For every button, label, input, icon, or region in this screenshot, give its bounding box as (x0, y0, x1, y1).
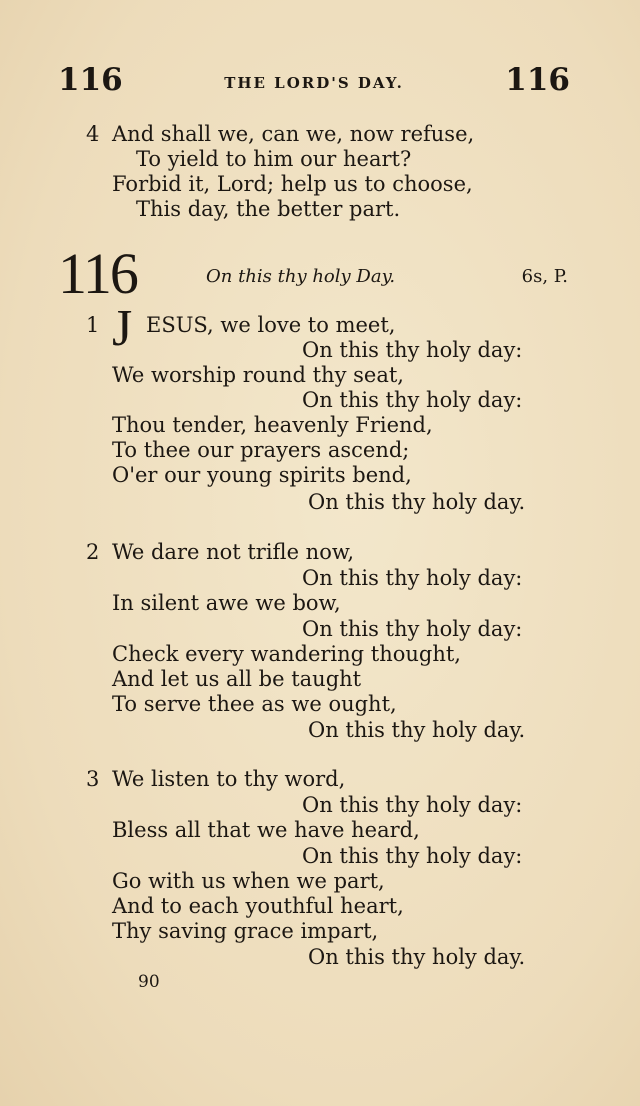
refrain-line: On this thy holy day: (302, 844, 523, 868)
stanza-number: 2 (86, 540, 100, 564)
verse-line: Forbid it, Lord; help us to choose, (112, 172, 473, 196)
page-header (58, 62, 570, 102)
verse-line: We listen to thy word, (112, 767, 346, 791)
verse-line: This day, the better part. (136, 197, 401, 221)
verse-line: To thee our prayers ascend; (112, 438, 410, 462)
verse-line: And to each youthful heart, (112, 894, 404, 918)
hymn-title: On this thy holy Day. (206, 266, 396, 287)
stanza-number: 3 (86, 767, 100, 791)
verse-line: In silent awe we bow, (112, 591, 341, 615)
running-title: THE LORD'S DAY. (224, 74, 404, 92)
verse-line: O'er our young spirits bend, (112, 463, 412, 487)
refrain-line: On this thy holy day. (308, 945, 526, 969)
verse-line: And let us all be taught (112, 667, 362, 691)
page-number-left: 116 (58, 62, 123, 98)
refrain-line: On this thy holy day: (302, 388, 523, 412)
refrain-line: On this thy holy day: (302, 566, 523, 590)
hymn-meter: 6s, P. (521, 266, 568, 287)
verse-line: To yield to him our heart? (136, 147, 412, 171)
drop-cap: J (112, 300, 133, 357)
refrain-line: On this thy holy day. (308, 718, 526, 742)
hymn-number: 116 (58, 241, 137, 306)
refrain-line: On this thy holy day. (308, 490, 526, 514)
refrain-line: On this thy holy day: (302, 793, 523, 817)
verse-line: Thou tender, heavenly Friend, (112, 413, 433, 437)
stanza-number: 1 (86, 313, 100, 337)
verse-line: Go with us when we part, (112, 869, 385, 893)
refrain-line: On this thy holy day: (302, 617, 523, 641)
refrain-line: On this thy holy day: (302, 338, 523, 362)
verse-line: And shall we, can we, now refuse, (112, 122, 475, 146)
page-number-right: 116 (505, 62, 570, 98)
verse-line: We dare not trifle now, (112, 540, 354, 564)
verse-line: ESUS, we love to meet, (146, 313, 396, 337)
stanza-number: 4 (86, 122, 100, 146)
verse-line: Thy saving grace impart, (112, 919, 379, 943)
verse-line: We worship round thy seat, (112, 363, 404, 387)
verse-line: Bless all that we have heard, (112, 818, 420, 842)
verse-line: Check every wandering thought, (112, 642, 461, 666)
verse-line: To serve thee as we ought, (112, 692, 397, 716)
signature-mark: 90 (138, 972, 160, 992)
